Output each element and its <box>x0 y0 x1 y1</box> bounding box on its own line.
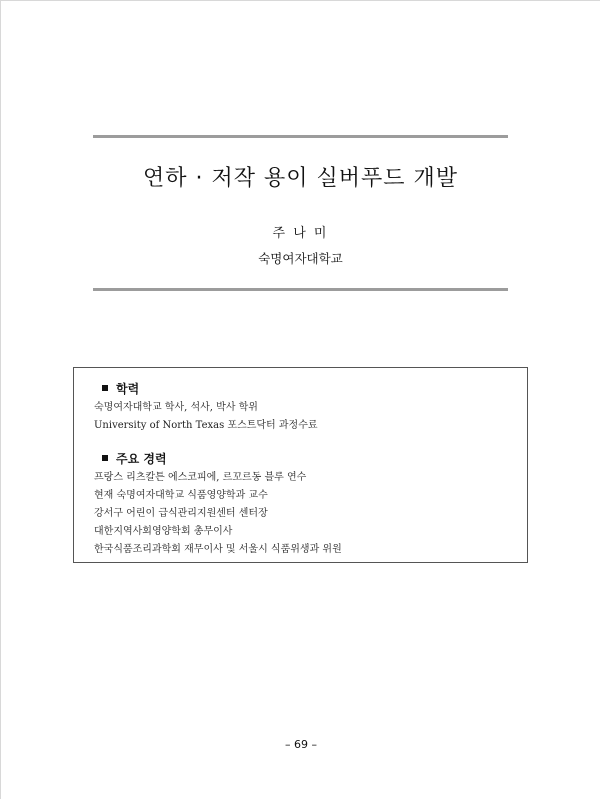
education-heading-label: 학력 <box>116 382 140 396</box>
list-item: 숙명여자대학교 학사, 석사, 박사 학위 <box>94 402 258 413</box>
education-list <box>94 399 318 435</box>
page-number: – 69 – <box>285 738 317 751</box>
list-item: 강서구 어린이 급식관리지원센터 센터장 <box>94 508 268 519</box>
author-affiliation: 숙명여자대학교 <box>258 251 343 266</box>
bottom-rule <box>93 288 508 291</box>
article-title: 연하 · 저작 용이 실버푸드 개발 <box>143 166 458 191</box>
list-item: University of North Texas 포스트닥터 과정수료 <box>94 420 318 431</box>
education-heading <box>102 380 139 397</box>
top-rule <box>93 135 508 138</box>
list-item: 한국식품조리과학회 재무이사 및 서울시 식품위생과 위원 <box>94 544 342 555</box>
career-heading-label: 주요 경력 <box>116 452 167 466</box>
square-bullet-icon <box>102 455 108 461</box>
author-bio-box <box>73 367 528 563</box>
author-name: 주 나 미 <box>272 226 329 241</box>
list-item: 대한지역사회영양학회 총무이사 <box>94 526 233 537</box>
list-item: 프랑스 리츠칼튼 에스코피에, 르꼬르동 블루 연수 <box>94 472 307 483</box>
career-heading <box>102 450 167 467</box>
list-item: 현재 숙명여자대학교 식품영양학과 교수 <box>94 490 268 501</box>
square-bullet-icon <box>102 385 108 391</box>
career-list <box>94 469 342 559</box>
